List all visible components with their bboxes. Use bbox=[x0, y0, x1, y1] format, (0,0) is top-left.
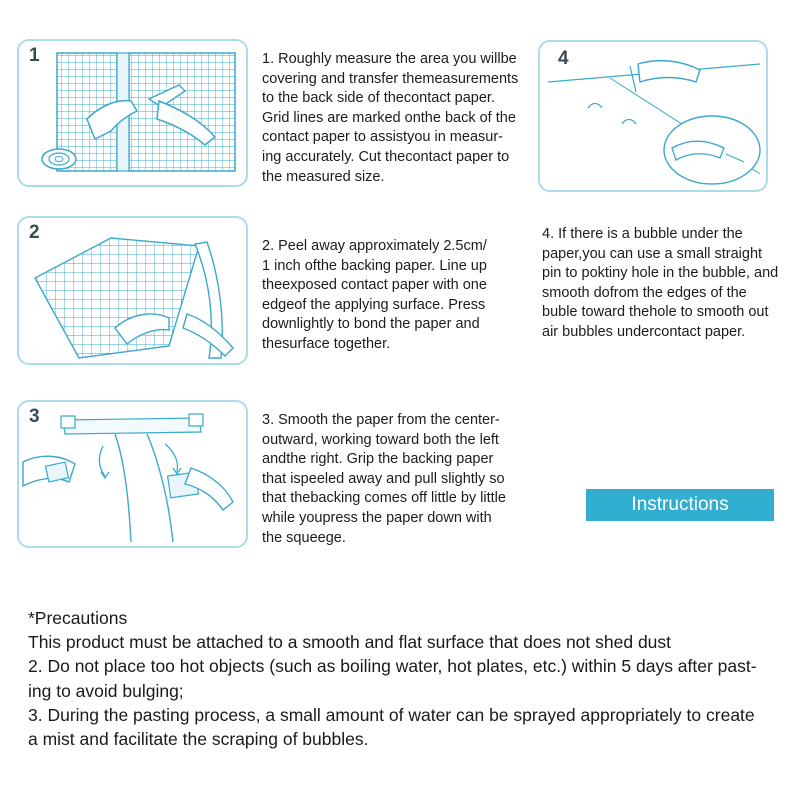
step-4-text: 4. If there is a bubble under the paper,you can use a small straight pin to poktiny hole in the bubble, and smooth dofrom the edges of the buble toward thehole to smooth out air bubbles undercontact paper. bbox=[542, 226, 779, 340]
pin-bubble-illustration bbox=[540, 42, 768, 192]
step-3-panel bbox=[17, 400, 248, 548]
precaution-line: ing to avoid bulging; bbox=[28, 680, 184, 701]
step-2-number: 2 bbox=[29, 222, 40, 243]
step-2-text: 2. Peel away approximately 2.5cm/ 1 inch ofthe backing paper. Line up theexposed contact paper with one edgeof the applying surface. Press downlightly to bond the paper and thesurface together. bbox=[262, 238, 487, 352]
precautions-section bbox=[28, 606, 788, 751]
step-1-text: 1. Roughly measure the area you willbe covering and transfer themeasurements to the back side of thecontact paper. Grid lines are marked onthe back of the contact paper to assistyou in measur- ing accurately. Cut thecontact paper to the measured size. bbox=[262, 51, 519, 185]
precautions-heading: *Precautions bbox=[28, 608, 128, 628]
step-2-panel bbox=[17, 216, 248, 365]
step-3-text: 3. Smooth the paper from the center- outward, working toward both the left andthe right. Grip the backing paper that ispeeled away and pull slightly so that thebacking comes off little by little while youpress the paper down with the squeege. bbox=[262, 412, 506, 546]
step-4-number: 4 bbox=[558, 48, 569, 69]
precaution-line: 3. During the pasting process, a small amount of water can be sprayed appropriately to create bbox=[28, 704, 755, 725]
contact-paper-roll-cut-illustration bbox=[19, 41, 248, 187]
precaution-line: 2. Do not place too hot objects (such as boiling water, hot plates, etc.) within 5 days after past- bbox=[28, 656, 757, 677]
step-4-panel bbox=[538, 40, 768, 192]
step-3-number: 3 bbox=[29, 406, 40, 427]
instructions-badge: Instructions bbox=[586, 489, 774, 521]
peel-backing-paper-illustration bbox=[19, 218, 248, 365]
precaution-line: This product must be attached to a smooth and flat surface that does not shed dust bbox=[28, 632, 672, 653]
smooth-paper-outward-illustration bbox=[19, 402, 248, 548]
step-1-number: 1 bbox=[29, 45, 40, 66]
step-1-panel bbox=[17, 39, 248, 187]
precaution-line: a mist and facilitate the scraping of bubbles. bbox=[28, 729, 369, 750]
